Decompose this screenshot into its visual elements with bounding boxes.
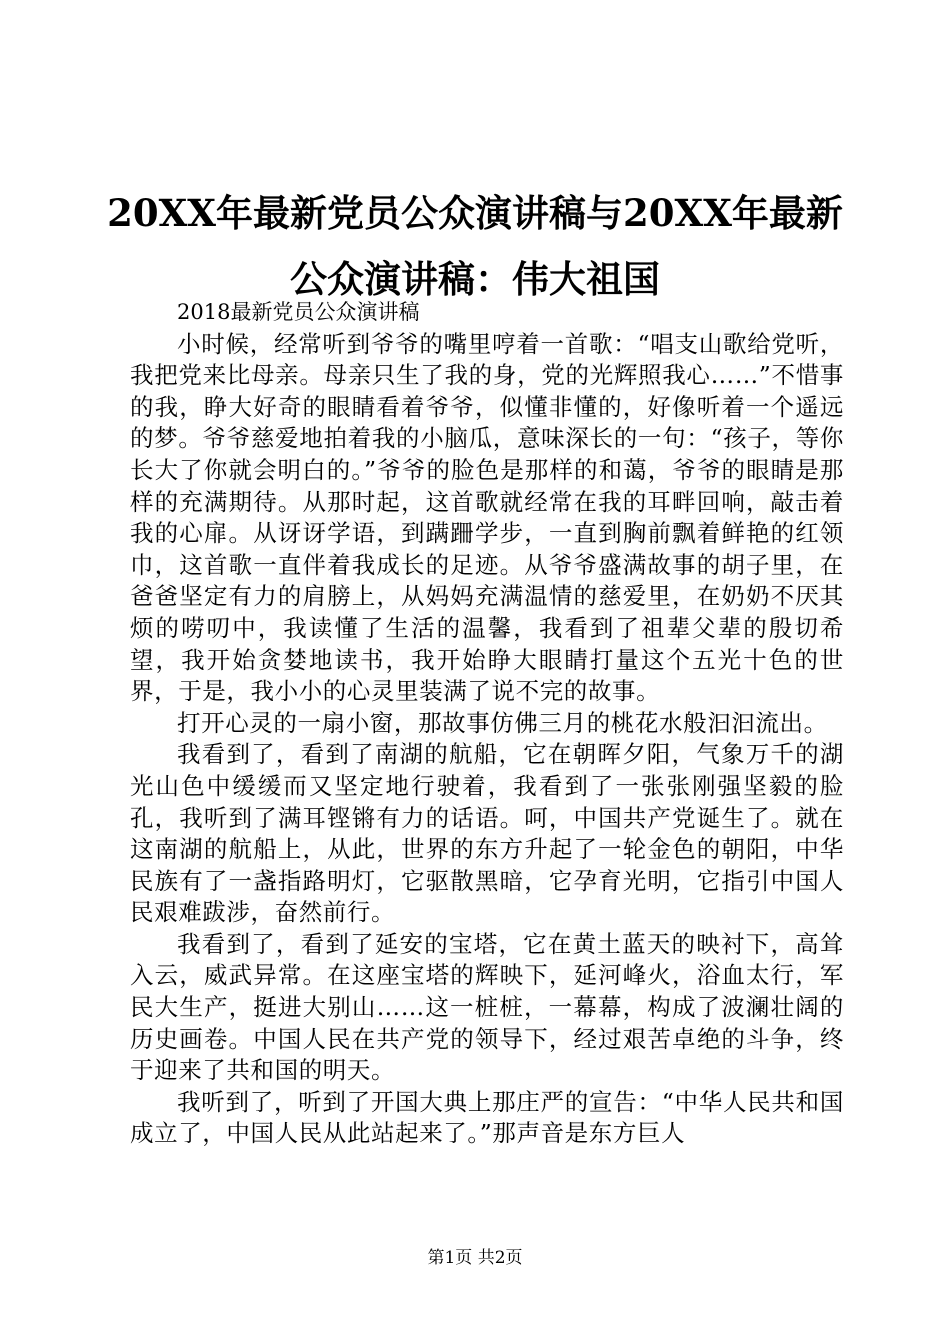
body-paragraph: 我听到了，听到了开国大典上那庄严的宣告：“中华人民共和国成立了，中国人民从此站起来了。”那声音是东方巨人	[130, 1087, 844, 1148]
subheading: 2018最新党员公众演讲稿	[177, 300, 420, 324]
document-body	[130, 297, 844, 1150]
body-paragraph: 我看到了，看到了南湖的航船，它在朝晖夕阳，气象万千的湖光山色中缓缓而又坚定地行驶着，我看到了一张张刚强坚毅的脸孔，我听到了满耳铿锵有力的话语。呵，中国共产党诞生了。就在这南湖的航船上，从此，世界的东方升起了一轮金色的朝阳，中华民族有了一盏指路明灯，它驱散黑暗，它孕育光明，它指引中国人民艰难跋涉，奋然前行。	[130, 740, 844, 927]
body-paragraph: 小时候，经常听到爷爷的嘴里哼着一首歌：“唱支山歌给党听，我把党来比母亲。母亲只生了我的身，党的光辉照我心……”不惜事的我，睁大好奇的眼睛看着爷爷，似懂非懂的，好像听着一个遥远的梦。爷爷慈爱地拍着我的小脑瓜，意味深长的一句：“孩子，等你长大了你就会明白的。”爷爷的脸色是那样的和蔼，爷爷的眼睛是那样的充满期待。从那时起，这首歌就经常在我的耳畔回响，敲击着我的心扉。从讶讶学语，到蹒跚学步，一直到胸前飘着鲜艳的红领巾，这首歌一直伴着我成长的足迹。从爷爷盛满故事的胡子里，在爸爸坚定有力的肩膀上，从妈妈充满温情的慈爱里，在奶奶不厌其烦的唠叨中，我读懂了生活的温馨，我看到了祖辈父辈的殷切希望，我开始贪婪地读书，我开始睁大眼睛打量这个五光十色的世界，于是，我小小的心灵里装满了说不完的故事。	[130, 329, 844, 706]
page-number-footer: 第1页 共2页	[427, 1248, 523, 1268]
body-paragraph: 我看到了，看到了延安的宝塔，它在黄土蓝天的映衬下，高耸入云，威武异常。在这座宝塔的辉映下，延河峰火，浴血太行，军民大生产，挺进大别山……这一桩桩，一幕幕，构成了波澜壮阔的历史画卷。中国人民在共产党的领导下，经过艰苦卓绝的斗争，终于迎来了共和国的明天。	[130, 929, 844, 1085]
document-title: 20XX年最新党员公众演讲稿与20XX年最新公众演讲稿：伟大祖国	[107, 191, 843, 301]
body-paragraph: 打开心灵的一扇小窗，那故事仿佛三月的桃花水般汩汩流出。	[177, 708, 828, 737]
